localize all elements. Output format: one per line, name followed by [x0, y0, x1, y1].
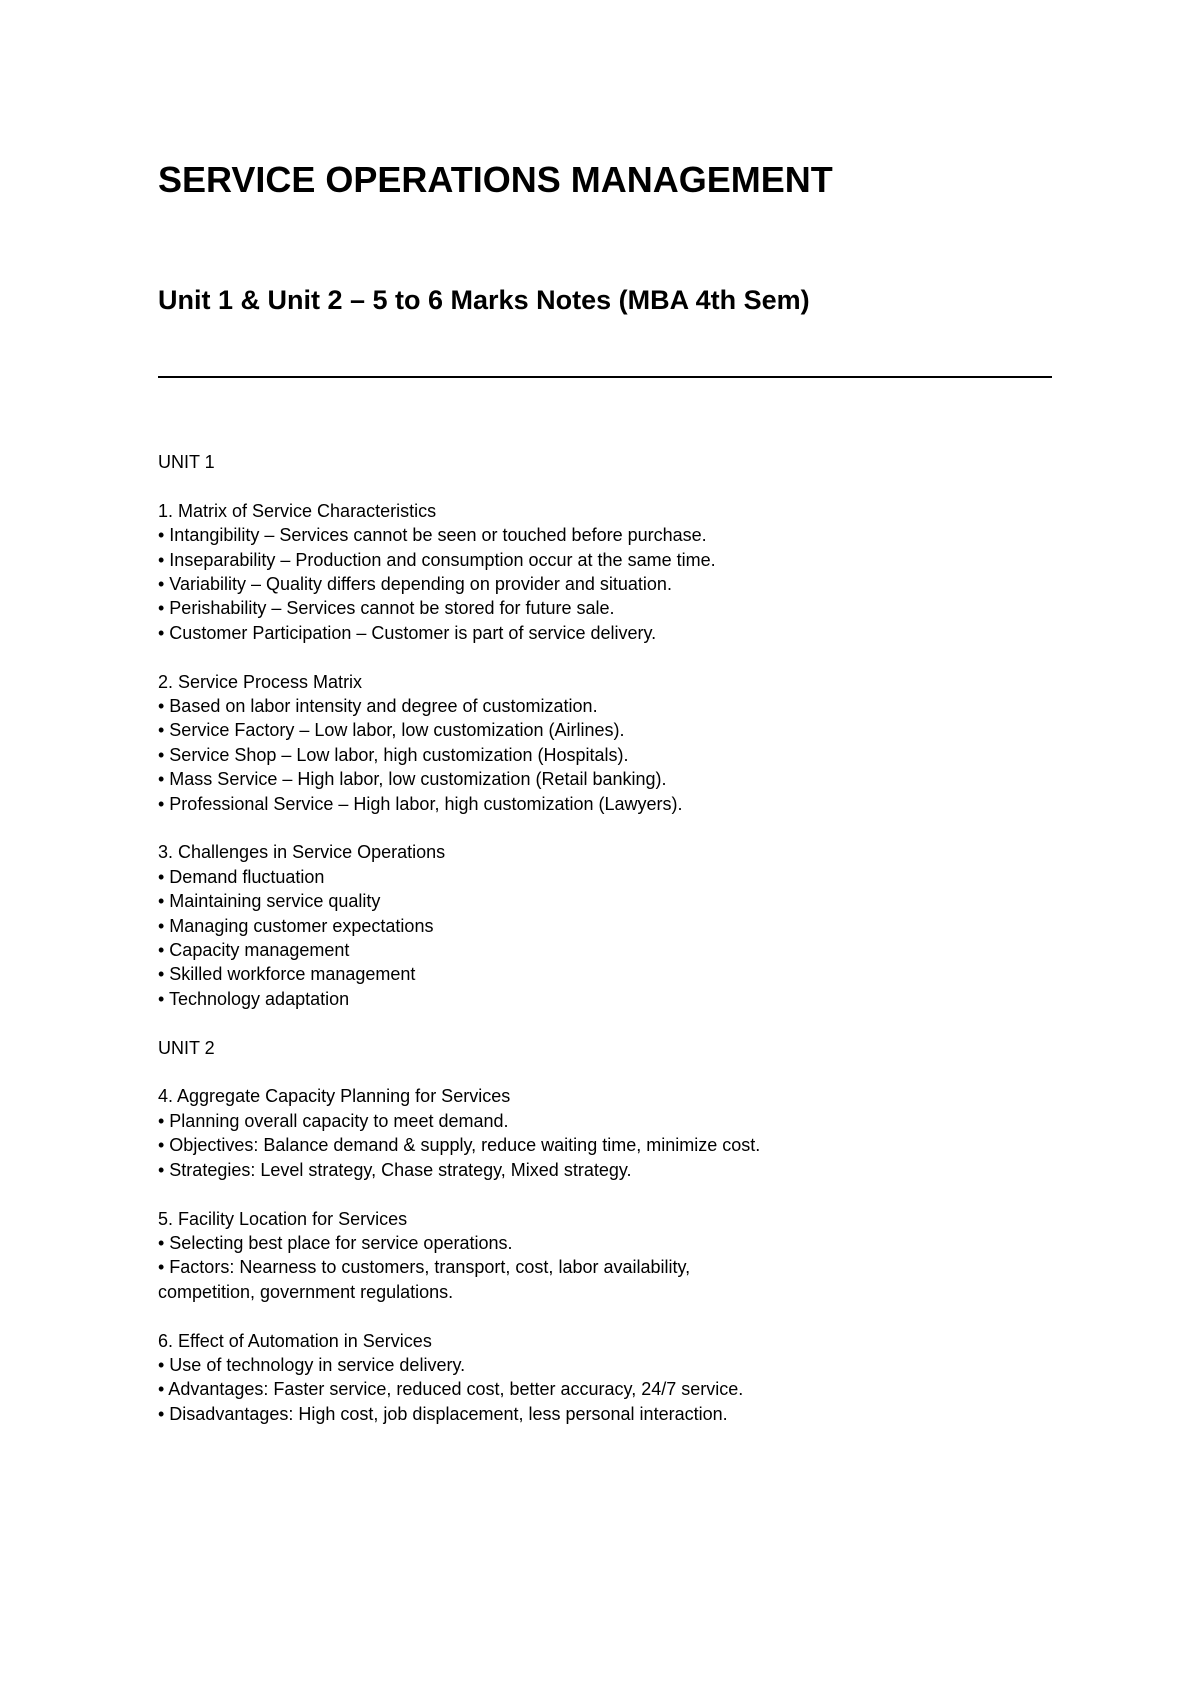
document-subtitle: Unit 1 & Unit 2 – 5 to 6 Marks Notes (MBA 4th Sem)	[158, 285, 810, 315]
notes-body	[158, 450, 1058, 1426]
bullet-item: • Mass Service – High labor, low customization (Retail banking).	[158, 769, 667, 790]
bullet-item: • Strategies: Level strategy, Chase strategy, Mixed strategy.	[158, 1159, 632, 1180]
bullet-item: • Service Factory – Low labor, low customization (Airlines).	[158, 720, 625, 741]
bullet-item-continuation: competition, government regulations.	[158, 1281, 454, 1302]
spacer	[158, 1011, 1058, 1035]
spacer	[158, 816, 1058, 840]
bullet-item: • Objectives: Balance demand & supply, reduce waiting time, minimize cost.	[158, 1135, 761, 1156]
bullet-item: • Variability – Quality differs depending on provider and situation.	[158, 574, 672, 595]
bullet-item: • Use of technology in service delivery.	[158, 1354, 466, 1375]
bullet-item: • Planning overall capacity to meet demand.	[158, 1110, 509, 1131]
bullet-item: • Service Shop – Low labor, high customization (Hospitals).	[158, 744, 629, 765]
document-title: SERVICE OPERATIONS MANAGEMENT	[158, 159, 833, 200]
bullet-item: • Professional Service – High labor, high customization (Lawyers).	[158, 793, 683, 814]
spacer	[158, 1304, 1058, 1328]
section-heading: 1. Matrix of Service Characteristics	[158, 500, 437, 521]
unit-heading: UNIT 2	[158, 1037, 215, 1058]
section-heading: 6. Effect of Automation in Services	[158, 1330, 432, 1351]
bullet-item: • Capacity management	[158, 940, 350, 961]
bullet-item: • Based on labor intensity and degree of customization.	[158, 696, 598, 717]
section-heading: 4. Aggregate Capacity Planning for Services	[158, 1086, 511, 1107]
section-heading: 3. Challenges in Service Operations	[158, 842, 446, 863]
bullet-item: • Disadvantages: High cost, job displacement, less personal interaction.	[158, 1403, 728, 1424]
bullet-item: • Managing customer expectations	[158, 915, 434, 936]
horizontal-divider	[158, 376, 1052, 378]
section-heading: 5. Facility Location for Services	[158, 1208, 408, 1229]
bullet-item: • Intangibility – Services cannot be seen or touched before purchase.	[158, 525, 707, 546]
bullet-item: • Selecting best place for service operations.	[158, 1232, 513, 1253]
spacer	[158, 1182, 1058, 1206]
bullet-item: • Demand fluctuation	[158, 866, 325, 887]
bullet-item: • Skilled workforce management	[158, 964, 416, 985]
unit-heading: UNIT 1	[158, 452, 215, 472]
bullet-item: • Advantages: Faster service, reduced cost, better accuracy, 24/7 service.	[158, 1379, 744, 1400]
bullet-item: • Perishability – Services cannot be stored for future sale.	[158, 598, 615, 619]
spacer	[158, 645, 1058, 669]
section-heading: 2. Service Process Matrix	[158, 671, 363, 692]
bullet-item: • Technology adaptation	[158, 988, 350, 1009]
bullet-item: • Maintaining service quality	[158, 891, 381, 912]
bullet-item: • Customer Participation – Customer is part of service delivery.	[158, 622, 657, 643]
spacer	[158, 474, 1058, 498]
bullet-item: • Factors: Nearness to customers, transport, cost, labor availability,	[158, 1257, 691, 1278]
bullet-item: • Inseparability – Production and consumption occur at the same time.	[158, 549, 716, 570]
spacer	[158, 1060, 1058, 1084]
